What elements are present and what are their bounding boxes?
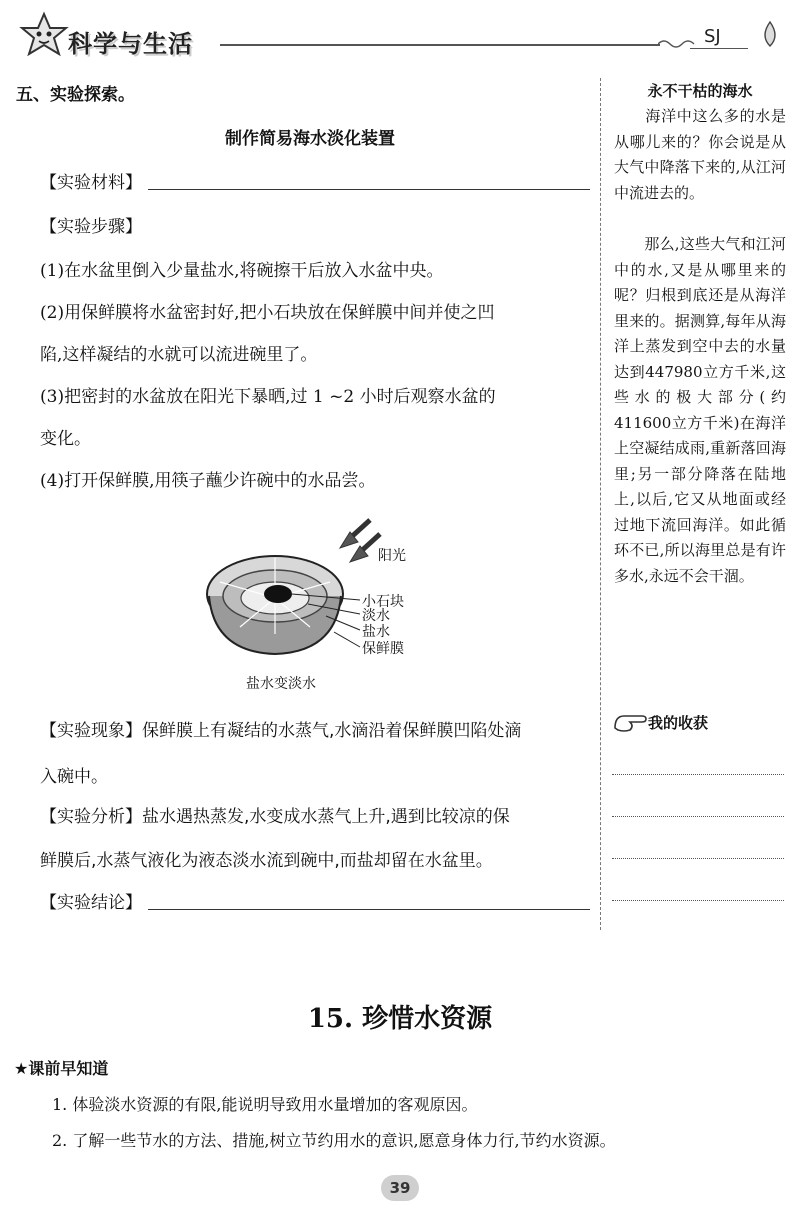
gain-answer-line-4[interactable]: [612, 900, 784, 901]
desalination-illustration: [200, 512, 450, 697]
mascot-icon: [14, 10, 74, 66]
step-4: (4)打开保鲜膜,用筷子蘸少许碗中的水品尝。: [40, 471, 376, 491]
analysis-line-1: 【实验分析】盐水遇热蒸发,水变成水蒸气上升,遇到比较凉的保: [40, 807, 510, 827]
header-title: 科学与生活: [68, 30, 193, 58]
step-1: (1)在水盆里倒入少量盐水,将碗擦干后放入水盆中央。: [40, 261, 444, 281]
pointing-hand-icon: [612, 708, 648, 734]
page-number: 39: [381, 1175, 419, 1201]
step-3-line-1: (3)把密封的水盆放在阳光下暴晒,过 1 ~2 小时后观察水盆的: [40, 387, 496, 407]
lesson-title: 15. 珍惜水资源: [307, 1004, 493, 1034]
column-divider: [600, 78, 601, 930]
section-heading: 五、实验探索。: [16, 85, 135, 105]
desalination-diagram: [200, 512, 450, 697]
gain-answer-line-2[interactable]: [612, 816, 784, 817]
prelesson-heading: ★课前早知道: [14, 1059, 109, 1078]
label-fresh-water: 淡水: [362, 608, 390, 624]
objective-1: 1. 体验淡水资源的有限,能说明导致用水量增加的客观原因。: [52, 1095, 478, 1114]
step-2-line-2: 陷,这样凝结的水就可以流进碗里了。: [40, 345, 318, 365]
header-wave-decoration: [658, 36, 698, 52]
sidebar-paragraph-1: 海洋中这么多的水是从哪儿来的？你会说是从大气中降落下来的,从江河中流进去的。: [614, 107, 786, 202]
header-divider: [220, 44, 660, 46]
conclusion-answer-line[interactable]: [148, 909, 590, 910]
figure-caption: 盐水变淡水: [246, 676, 316, 692]
objective-2: 2. 了解一些节水的方法、措施,树立节约用水的意识,愿意身体力行,节约水资源。: [52, 1131, 616, 1150]
step-2-line-1: (2)用保鲜膜将水盆密封好,把小石块放在保鲜膜中间并使之凹: [40, 303, 495, 323]
phenomenon-line-2: 入碗中。: [40, 767, 108, 787]
header-code-underline: [690, 48, 748, 49]
step-3-line-2: 变化。: [40, 429, 91, 449]
sidebar-title: 永不干枯的海水: [647, 82, 753, 100]
my-gain-label: 我的收获: [648, 714, 709, 732]
materials-label: 【实验材料】: [40, 173, 142, 193]
header-code: SJ: [704, 26, 721, 47]
sunlight-arrows-icon: [340, 520, 380, 562]
conclusion-label: 【实验结论】: [40, 893, 142, 913]
water-drop-icon: [758, 20, 782, 50]
experiment-title: 制作简易海水淡化装置: [225, 129, 395, 149]
phenomenon-line-1: 【实验现象】保鲜膜上有凝结的水蒸气,水滴沿着保鲜膜凹陷处滴: [40, 721, 522, 741]
analysis-line-2: 鲜膜后,水蒸气液化为液态淡水流到碗中,而盐却留在水盆里。: [40, 851, 493, 871]
gain-answer-line-1[interactable]: [612, 774, 784, 775]
gain-answer-line-3[interactable]: [612, 858, 784, 859]
sidebar-paragraph-2: 那么,这些大气和江河中的水,又是从哪里来的呢？归根到底还是从海洋里来的。据测算,每年从海洋上蒸发到空中去的水量达到447980立方千米,这些水的极大部分(约411600立方千米)在海洋上空凝结成雨,重新落回海里;另一部分降落在陆地上,以后,它又从地面或经过地下流回海洋。如此循环不已,所以海里总是有许多水,永远不会干涸。: [614, 235, 786, 585]
label-sunlight: 阳光: [378, 548, 406, 564]
steps-label: 【实验步骤】: [40, 217, 142, 237]
materials-answer-line[interactable]: [148, 189, 590, 190]
label-salt-water: 盐水: [362, 624, 390, 640]
label-plastic-film: 保鲜膜: [362, 641, 404, 657]
label-stone: 小石块: [362, 594, 404, 610]
